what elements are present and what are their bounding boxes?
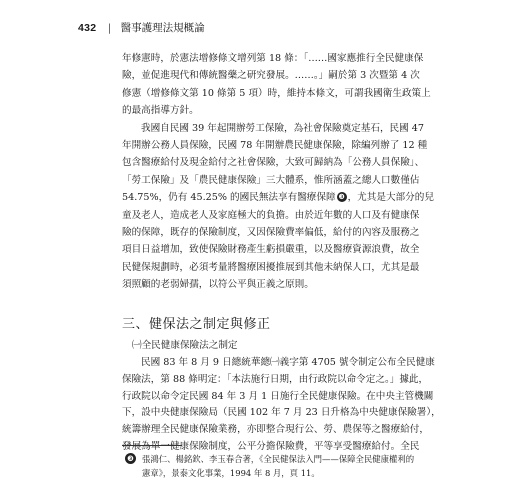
section-heading: 三、健保法之制定與修正	[122, 317, 271, 332]
footnote-line: 憲章》，景泰文化事業，1994 年 8 月，頁 11。	[142, 468, 320, 478]
text-line: 須照顧的老弱婦孺，以符公平與正義之原則。	[122, 279, 314, 291]
text-line: 民國 83 年 8 月 9 日總統華總㈠義字第 4705 號令制定公布全民健康	[141, 357, 435, 368]
running-header	[78, 20, 458, 36]
footnote-divider	[122, 445, 182, 446]
text-line: 年開辦公務人員保險，民國 78 年開辦農民健康保險，除編列辦了 12 種	[122, 140, 428, 152]
text-line: 年修憲時，於憲法增修條文增列第 18 條：「……國家應推行全民健康保	[122, 53, 424, 64]
book-title: 醫事護理法規概論	[120, 22, 205, 34]
text-line: 童及老人，造成老人及家庭極大的負擔。由於近年數的人口及有健康保	[122, 209, 420, 221]
text-line: 修憲（增修條文第 10 條第 5 項）時，維持本條文，可謂我國衛生政策上	[122, 87, 431, 99]
footnote-line	[125, 452, 425, 466]
page-number: 432	[78, 22, 97, 34]
text-line: 包含醫療給付及現金給付之社會保險，大致可歸納為「公務人員保險」、	[122, 157, 425, 169]
header-separator: |	[107, 22, 112, 34]
main-text	[122, 50, 434, 294]
footnote-text: 張鴻仁、楊銘欽、李玉春合著，《全民健保法入門——保障全民健康權利的	[142, 454, 415, 464]
text-line: 我國自民國 39 年起開辦勞工保險，為社會保險奠定基石，民國 47	[141, 122, 425, 134]
text-line: 民健保規劃時，必須考量將醫療困擾推展到其他未納保人口，尤其是最	[122, 261, 420, 273]
text-line: 項目日益增加，致使保險財務產生虧損嚴重，以及醫療資源浪費，故全	[122, 244, 420, 256]
text-line: 下，設中央健康保險局（民國 102 年 7 月 23 日升格為中央健康保險署），	[122, 407, 441, 419]
text-line: 險的保障，既存的保險制度，又因保險費率偏低，給付的內容及服務之	[122, 227, 420, 239]
paragraph-3	[122, 355, 441, 456]
text-line: 「勞工保險」及「農民健康保險」三大體系，惟所涵蓋之總人口數僅佔	[122, 174, 420, 186]
text-line: 行政院以命令定民國 84 年 3 月 1 日施行全民健康保險。在中央主管機關	[122, 390, 434, 402]
subsection-heading: ㈠全民健康保險法之制定	[132, 340, 238, 351]
text-line: 保險法，第 88 條明定：「本法施行日期，由行政院以命令定之。」據此，	[122, 373, 429, 385]
footnote	[125, 452, 425, 480]
text-segment: 54.75%，仍有 45.25% 的國民無法享有醫療保障	[122, 192, 336, 204]
footnote-reference[interactable]: ❸	[338, 193, 345, 202]
text-line	[122, 189, 434, 206]
text-line: 險，並促進現代和傳統醫藥之研究發展。……。」嗣於第 3 次暨第 4 次	[122, 70, 420, 82]
text-line: 統籌辦理全民健康保險業務，亦即整合現行公、勞、農保等之醫療給付，	[122, 424, 429, 436]
paragraph-2	[122, 120, 434, 294]
footnote-marker: ❸	[125, 453, 136, 464]
text-line: 的最高指導方針。	[122, 105, 199, 117]
paragraph-1	[122, 50, 431, 120]
text-line: 發展為單一健康保險制度，公平分擔保險費，平等享受醫療給付。全民	[122, 440, 420, 452]
text-segment: ，尤其是大部分的兒	[347, 192, 434, 204]
